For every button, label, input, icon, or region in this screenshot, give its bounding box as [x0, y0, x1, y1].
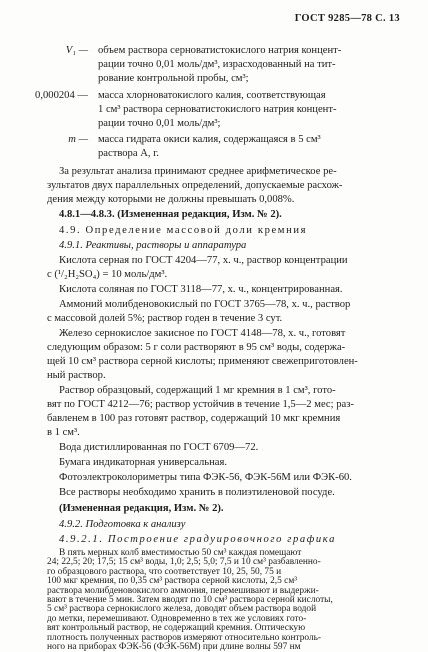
section-heading: 4.9. Определение массовой доли кремния — [59, 225, 308, 236]
paragraph-line: ного на приборах ФЭК-56 (ФЭК-56М) при длине волны 597 нм — [47, 642, 301, 652]
paragraph-line: 5 см³ раствора сернокислого железа, доводят объем раствора водой — [47, 604, 317, 615]
amendment-note: 4.8.1—4.8.3. (Измененная редакция, Изм. № 2). — [59, 209, 282, 220]
paragraph-line: Железо сернокислое закисное по ГОСТ 4148—78, х. ч., готовят — [59, 328, 346, 339]
paragraph-line: Раствор образцовый, содержащий 1 мг кремния в 1 см³, гото- — [59, 385, 336, 396]
paragraph-line: 100 мкг кремния, по 0,35 см³ раствора серной кислоты, 2,5 см³ — [47, 576, 298, 587]
paragraph-line: бавленем в 100 раз готовят раствор, содержащий 10 мкг кремния — [47, 413, 341, 424]
subsection-heading: 4.9.2. Подготовка к анализу — [59, 519, 186, 530]
definition-term: 0,000204 — — [35, 90, 88, 101]
paragraph-line: Фотоэлектроколориметры типа ФЭК-56, ФЭК-56М или ФЭК-60. — [59, 472, 352, 483]
paragraph-line: щей 10 см³ раствора серной кислоты; применяют свежеприготовлен- — [47, 356, 358, 367]
paragraph-line: Бумага индикаторная универсальная. — [59, 457, 228, 468]
definition-text: раствора А, г. — [98, 148, 159, 159]
definition-term: m — — [68, 134, 88, 145]
definition-text: масса хлорноватокислого калия, соответствующая — [98, 90, 326, 101]
amendment-note: (Измененная редакция, Изм. № 2). — [59, 503, 224, 514]
definition-text: масса гидрата окиси калия, содержащаяся в 5 см³ — [98, 134, 321, 145]
page-header: ГОСТ 9285—78 С. 13 — [294, 13, 400, 24]
paragraph-line: Все растворы необходимо хранить в полиэтиленовой посуде. — [59, 487, 335, 498]
paragraph-line: с массовой долей 5%; раствор годен в течение 3 сут. — [47, 313, 283, 324]
definition-term: V₁ — — [65, 45, 88, 56]
paragraph-line: Вода дистиллированная по ГОСТ 6709—72. — [59, 442, 259, 453]
paragraph-line: В пять мерных колб вместимостью 50 см³ каждая помещают — [59, 548, 302, 558]
paragraph-line: 24; 22,5; 20; 17,5; 15 см³ воды, 1,0; 2,5; 5,0; 7,5 и 10 см³ разбавленно- — [47, 557, 321, 568]
definition-text: рации точно 0,01 моль/дм³; — [98, 118, 221, 129]
paragraph-line: зультатов двух параллельных определений, допускаемые расхож- — [47, 180, 343, 191]
paragraph-line: c (¹/₂H₂SO₄) = 10 моль/дм³. — [47, 269, 168, 280]
paragraph-line: Кислота серная по ГОСТ 4204—77, х. ч., раствор концентрации — [59, 255, 348, 266]
paragraph-line: За результат анализа принимают среднее арифметическое ре- — [59, 166, 337, 177]
definition-text: рации точно 0,01 моль/дм³, израсходованный на тит- — [98, 59, 336, 70]
paragraph-line: плотность полученных растворов измеряют относительно контроль- — [47, 632, 322, 643]
paragraph-line: раствора молибденовокислого аммония, перемешивают и выдержи- — [47, 585, 319, 596]
definition-text: объем раствора серноватистокислого натрия концент- — [98, 45, 342, 56]
paragraph-line: до метки, перемешивают. Одновременно в тех же условиях гото- — [47, 613, 307, 624]
definition-text: 1 см³ раствора серноватистокислого натрия концент- — [98, 104, 337, 115]
paragraph-line: в 1 см³. — [47, 427, 80, 438]
paragraph-line: Кислота соляная по ГОСТ 3118—77, х. ч., концентрированная. — [59, 284, 343, 295]
paragraph-line: следующим образом: 5 г соли растворяют в 95 см³ воды, содержа- — [47, 342, 346, 353]
subsection-heading: 4.9.2.1. Построение градуировочного графика — [59, 534, 336, 545]
paragraph-line: го образцового раствора, что соответствует 10, 25, 50, 75 и — [47, 566, 282, 577]
paragraph-line: вят контрольный раствор, не содержащий кремния. Оптическую — [47, 623, 306, 634]
paragraph-line: Аммоний молибденовокислый по ГОСТ 3765—78, х. ч., раствор — [59, 299, 351, 310]
definition-text: рование контрольной пробы, см³; — [98, 73, 249, 84]
paragraph-line: вают в течение 5 мин. Затем вводят по 10 см³ раствора серной кислоты, — [47, 595, 333, 605]
subsection-heading: 4.9.1. Реактивы, растворы и аппаратура — [59, 240, 247, 251]
paragraph-line: ный раствор. — [47, 370, 106, 381]
paragraph-line: дения между которыми не должны превышать 0,008%. — [47, 194, 295, 205]
paragraph-line: вят по ГОСТ 4212—76; раствор устойчив в течение 1,5—2 мес; раз- — [47, 399, 354, 410]
